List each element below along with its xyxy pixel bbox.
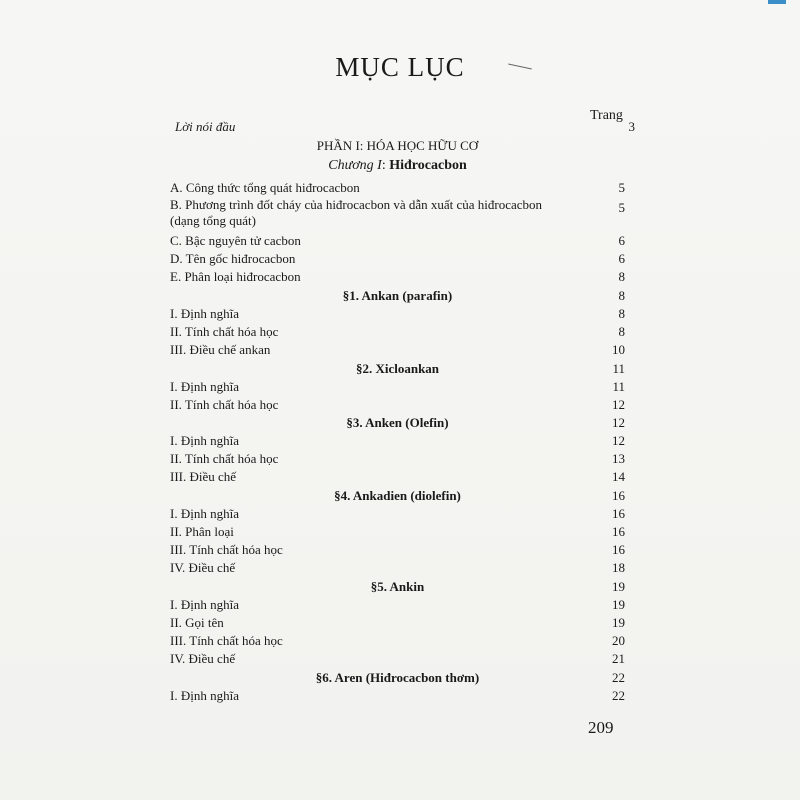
section-heading: §2. Xicloankan 11 [355,361,625,376]
toc-entry: I. Định nghĩa 8 [170,306,625,321]
section-heading: §3. Anken (Olefin) 12 [346,415,625,430]
toc-entry: III. Tính chất hóa học 20 [170,633,625,648]
toc-entry: II. Phân loại 16 [170,524,625,539]
page-number: 209 [588,718,614,737]
toc-entry: I. Định nghĩa 16 [170,506,625,521]
toc-entry: III. Điều chế ankan 10 [170,342,625,357]
toc-entry: C. Bậc nguyên tử cacbon 6 [170,233,625,248]
section-heading: §6. Aren (Hiđrocacbon thơm) 22 [315,670,625,685]
toc-entry: I. Định nghĩa 19 [170,597,625,612]
toc-entry: II. Tính chất hóa học 8 [170,324,625,339]
page-title: MỤC LỤC [335,52,465,82]
page-column-header: Trang [590,108,623,123]
toc-entry: I. Định nghĩa 22 [170,688,625,703]
part-heading: PHẦN I: HÓA HỌC HỮU CƠ [316,138,479,153]
toc-entry-label: Lời nói đầu [175,119,236,134]
toc-entry: II. Tính chất hóa học 12 [170,397,625,412]
toc-entry: III. Tính chất hóa học 16 [170,542,625,557]
toc-entry: IV. Điều chế 21 [170,651,625,666]
section-heading: §1. Ankan (parafin) 8 [342,288,625,303]
corner-mark [768,0,786,4]
toc-entry: I. Định nghĩa 11 [170,379,625,394]
section-heading: §5. Ankin 19 [370,579,625,594]
toc-entry: IV. Điều chế 18 [170,560,625,575]
toc-entry: II. Tính chất hóa học 13 [170,451,625,466]
chapter-heading: Chương I: Hiđrocacbon [328,158,467,173]
toc-entry-page: 3 [628,119,635,134]
toc-entry: II. Gọi tên 19 [170,615,625,630]
toc-entry-foreword [175,118,635,136]
section-heading: §4. Ankadien (diolefin) 16 [334,488,625,503]
toc-entry: A. Công thức tổng quát hiđrocacbon 5 [170,180,625,195]
toc-entry: B. Phương trình đốt cháy của hiđrocacbon và dẫn xuất của hiđrocacbon (dạng tổng quát) 5 [170,197,625,228]
toc-entry: I. Định nghĩa 12 [170,433,625,448]
toc-entry: III. Điều chế 14 [170,469,625,484]
toc-entry: D. Tên gốc hiđrocacbon 6 [170,251,625,266]
toc-entry: E. Phân loại hiđrocacbon 8 [170,269,625,284]
